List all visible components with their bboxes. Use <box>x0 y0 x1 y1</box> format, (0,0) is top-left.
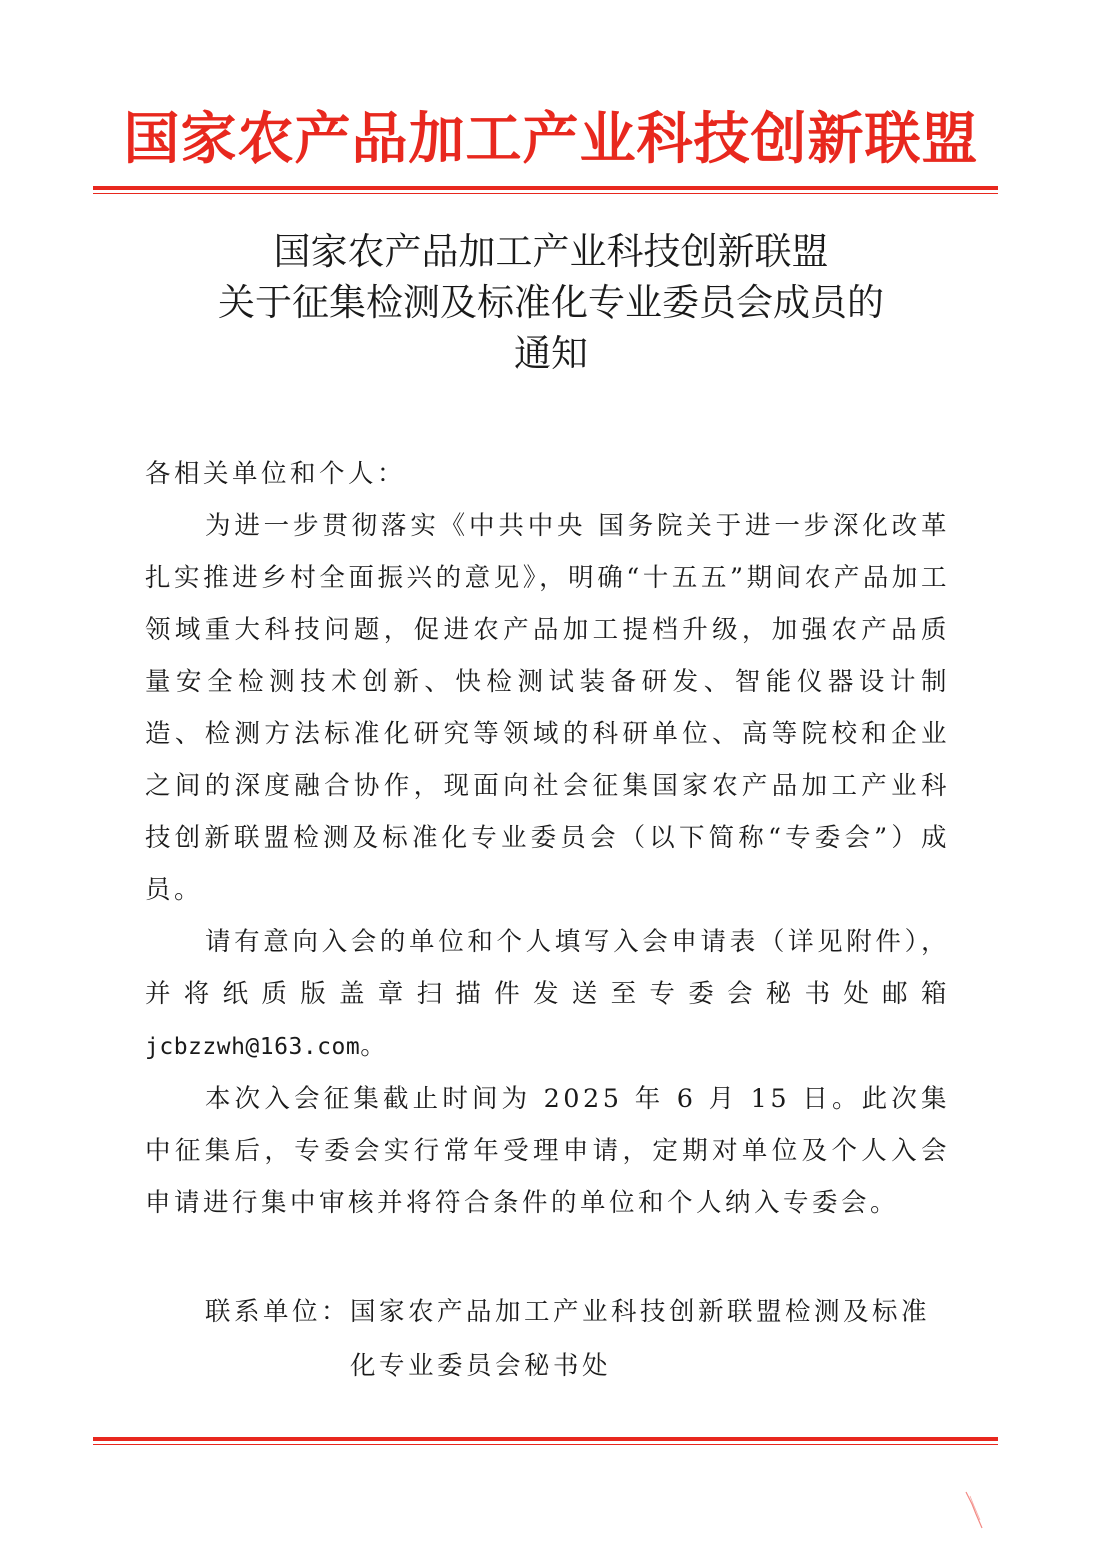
title-line-2: 关于征集检测及标准化专业委员会成员的 <box>218 281 884 324</box>
title-line-1: 国家农产品加工产业科技创新联盟 <box>273 230 829 273</box>
document-title <box>0 226 1102 379</box>
scan-mark <box>962 1490 988 1530</box>
email-address: jcbzzwh@163.com <box>145 1034 361 1060</box>
body-paragraph-2 <box>145 916 950 1073</box>
document-body <box>145 448 950 1229</box>
body-paragraph-3: 本次入会征集截止时间为 2025 年 6 月 15 日。此次集中征集后，专委会实行常年受理申请，定期对单位及个人入会申请进行集中审核并将符合条件的单位和个人纳入专委会。 <box>145 1084 950 1218</box>
letterhead-org-name: 国家农产品加工产业科技创新联盟 <box>123 107 979 172</box>
paragraph-2-end: 。 <box>360 1031 390 1061</box>
contact-label: 联系单位： <box>205 1297 351 1327</box>
title-line-3: 通知 <box>514 332 588 375</box>
footer-rule <box>93 1437 998 1445</box>
salutation: 各相关单位和个人： <box>145 459 407 489</box>
paragraph-2-text: 请有意向入会的单位和个人填写入会申请表（详见附件），并将纸质版盖章扫描件发送至专委会秘书处邮箱 <box>145 927 950 1009</box>
contact-block <box>205 1285 950 1393</box>
contact-value: 国家农产品加工产业科技创新联盟检测及标准化专业委员会秘书处 <box>350 1297 931 1381</box>
letterhead-top-rule <box>93 186 998 194</box>
body-paragraph-1: 为进一步贯彻落实《中共中央 国务院关于进一步深化改革扎实推进乡村全面振兴的意见》，明确“十五五”期间农产品加工领域重大科技问题，促进农产品加工提档升级，加强农产品质量安全检测技术创新、快检测试装备研发、智能仪器设计制造、检测方法标准化研究等领域的科研单位、高等院校和企业之间的深度融合协作，现面向社会征集国家农产品加工产业科技创新联盟检测及标准化专业委员会（以下简称“专委会”）成员。 <box>145 511 950 905</box>
